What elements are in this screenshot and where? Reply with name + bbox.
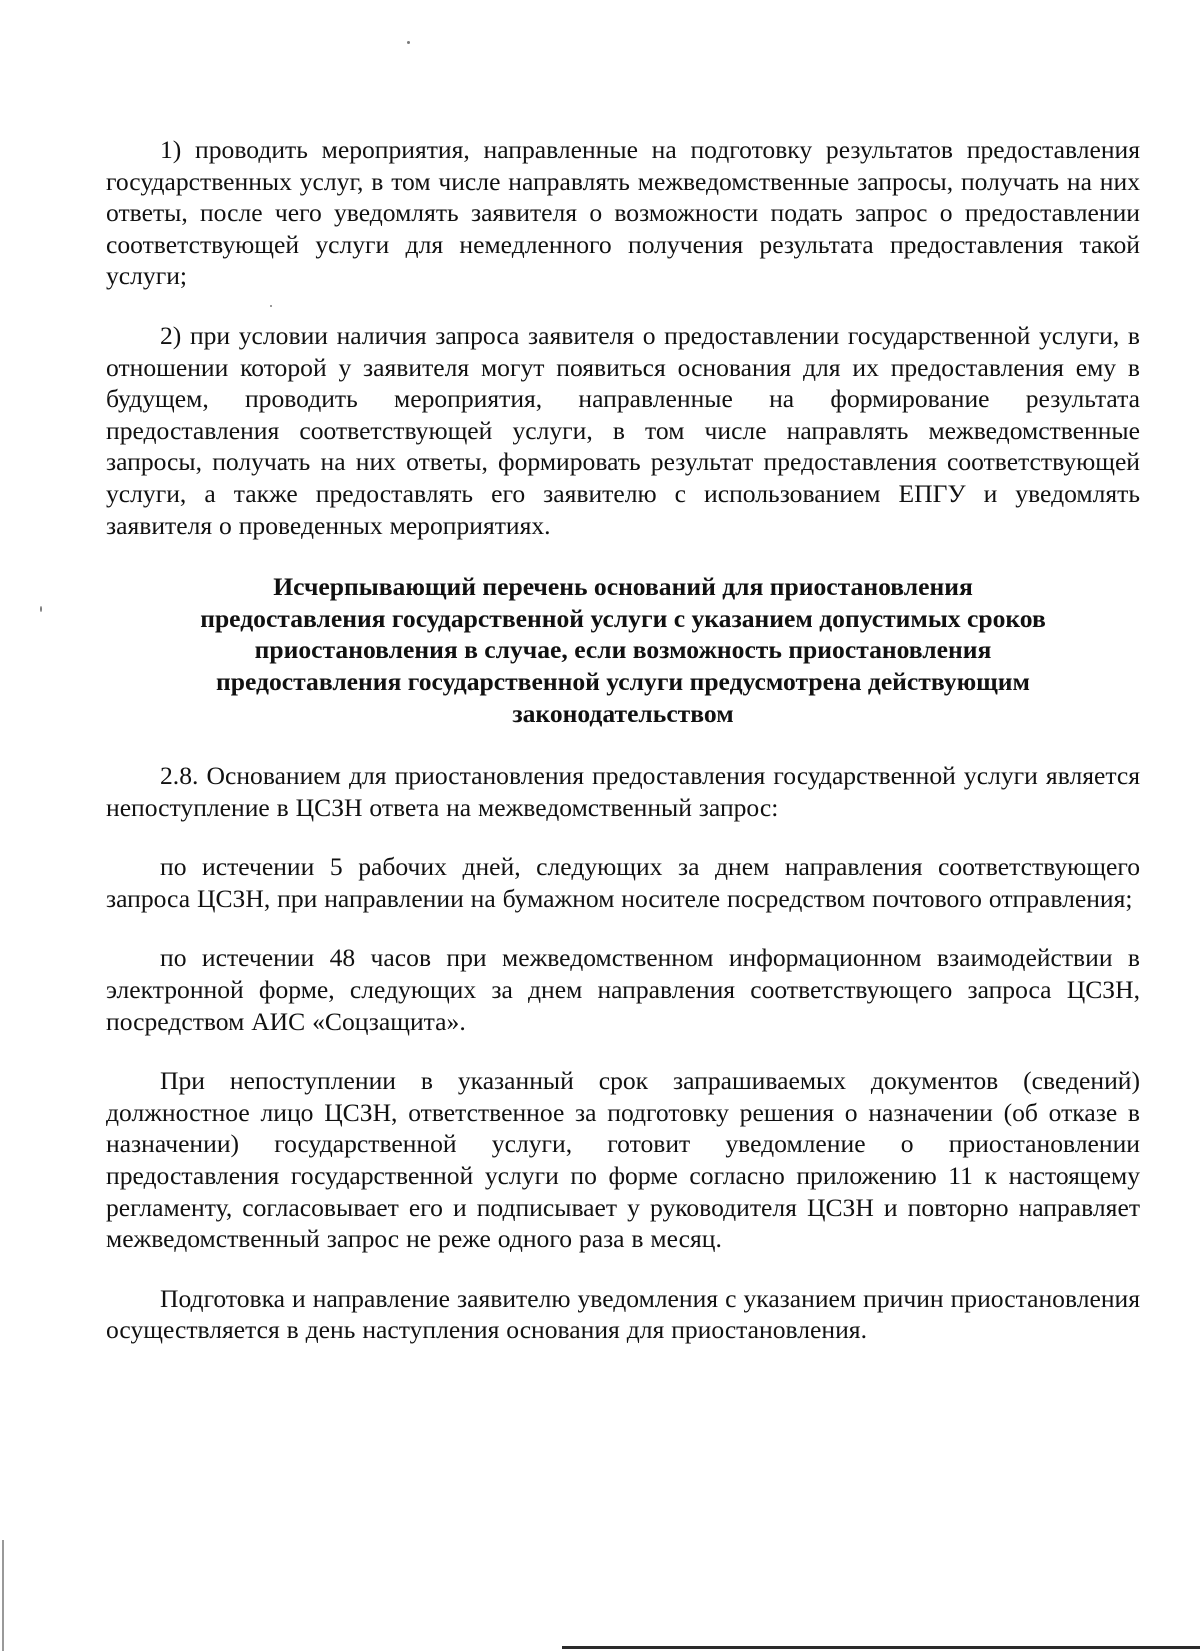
scan-edge-mark	[2, 1540, 4, 1651]
paragraph-notification: Подготовка и направление заявителю уведомления с указанием причин приостановления осуществляется в день наступления основания для приостановления.	[106, 1283, 1140, 1345]
paragraph-item-1: 1) проводить мероприятия, направленные на подготовку результатов предоставления государственных услуг, в том числе направлять межведомственные запросы, получать на них ответы, после чего уведомлять заявителя о возможности подать запрос о предоставлении соответствующей услуги для немедленного получения результата предоставления такой услуги;	[106, 135, 1140, 291]
section-heading: Исчерпывающий перечень оснований для приостановления предоставления государственной услуги с указанием допустимых сроков приостановления в случае, если возможность приостановления предоставления государственной услуги предусмотрена действующим законодательством	[200, 572, 1046, 728]
paragraph-2-8: 2.8. Основанием для приостановления предоставления государственной услуги является непоступление в ЦСЗН ответа на межведомственный запрос:	[106, 761, 1140, 822]
scan-bottom-line	[562, 1646, 1200, 1649]
scan-speck	[40, 606, 42, 612]
paragraph-item-2: 2) при условии наличия запроса заявителя о предоставлении государственной услуги, в отношении которой у заявителя могут появиться основания для их предоставления ему в будущем, проводить мероприятия, направленные на формирование результата предоставления соответствующей услуги, в том числе направлять межведомственные запросы, получать на них ответы, формировать результат предоставления соответствующей услуги, а также предоставлять его заявителю с использованием ЕПГУ и уведомлять заявителя о проведенных мероприятиях.	[106, 320, 1140, 540]
paragraph-paper-request: по истечении 5 рабочих дней, следующих за днем направления соответствующего запроса ЦСЗН, при направлении на бумажном носителе посредством почтового отправления;	[106, 852, 1140, 913]
document-body	[106, 134, 1140, 1346]
paragraph-electronic-request: по истечении 48 часов при межведомственном информационном взаимодействии в электронной форме, следующих за днем направления соответствующего запроса ЦСЗН, посредством АИС «Соцзащита».	[106, 943, 1140, 1036]
scan-speck	[407, 41, 410, 44]
paragraph-non-receipt: При непоступлении в указанный срок запрашиваемых документов (сведений) должностное лицо ЦСЗН, ответственное за подготовку решения о назначении (об отказе в назначении) государственной услуги, готовит уведомление о приостановлении предоставления государственной услуги по форме согласно приложению 11 к настоящему регламенту, согласовывает его и подписывает у руководителя ЦСЗН и повторно направляет межведомственный запрос не реже одного раза в месяц.	[106, 1066, 1140, 1254]
